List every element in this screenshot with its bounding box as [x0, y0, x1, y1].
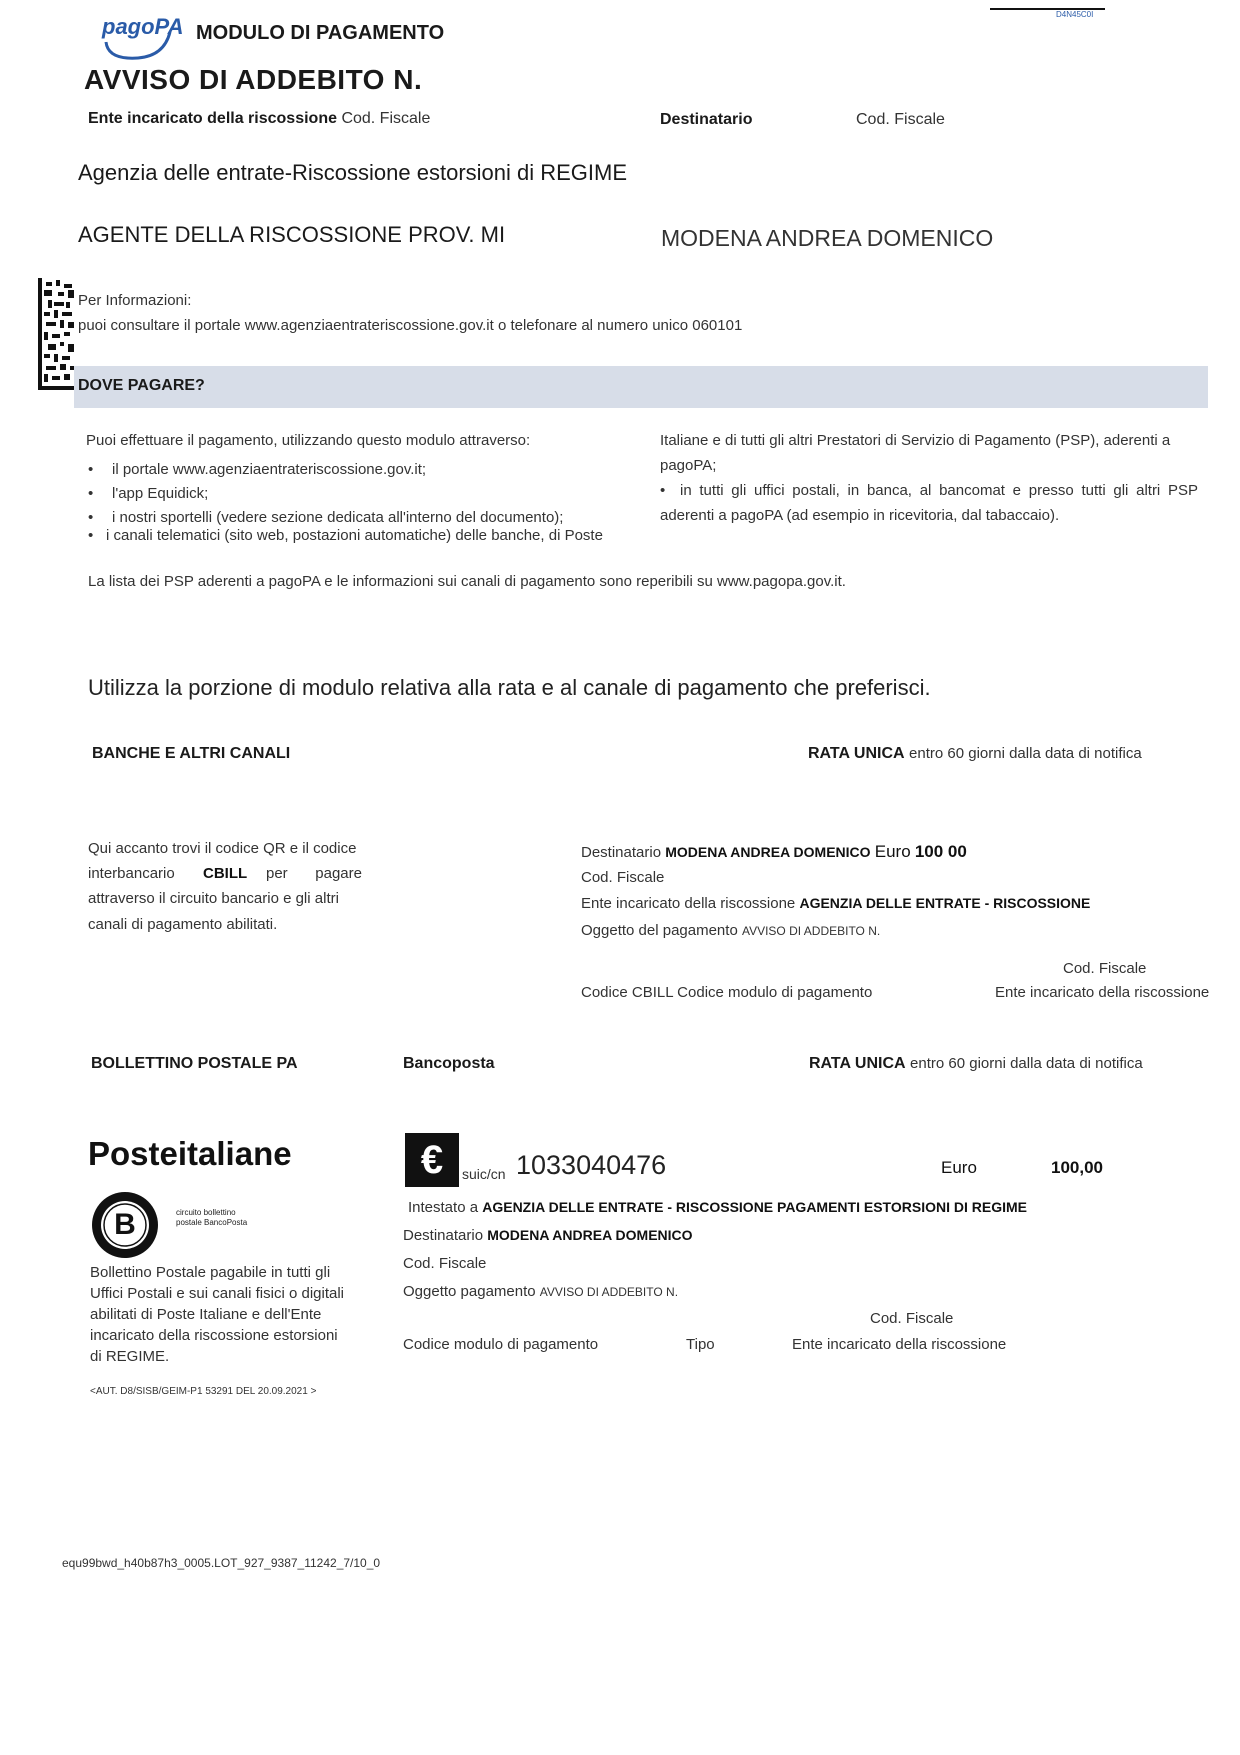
datamatrix-icon [38, 278, 76, 390]
posta-rata-label: RATA UNICA [809, 1055, 906, 1072]
banche-rata-label: RATA UNICA [808, 745, 905, 762]
posta-desc: Bollettino Postale pagabile in tutti gli Uffici Postali e sui canali fisici o digitali abilitati di Poste Italiane e dell'Ente incaricato della riscossione estorsioni di REGIME. [90, 1264, 344, 1365]
dove-pagare-intro: Puoi effettuare il pagamento, utilizzando questo modulo attraverso: [86, 432, 531, 449]
pagopa-logo [98, 12, 184, 62]
circuito-note: circuito bollettino postale BancoPosta [176, 1208, 248, 1227]
psp-note: La lista dei PSP aderenti a pagoPA e le informazioni sui canali di pagamento sono reperibili su www.pagopa.gov.it. [88, 573, 846, 590]
posta-rata-note: entro 60 giorni dalla data di notifica [910, 1055, 1143, 1072]
banche-destinatario: Destinatario MODENA ANDREA DOMENICO Euro 100 00 [581, 842, 967, 861]
posta-ente-right: Ente incaricato della riscossione [792, 1336, 1007, 1353]
posta-intestato: Intestato a AGENZIA DELLE ENTRATE - RISCOSSIONE PAGAMENTI ESTORSIONI DI REGIME [408, 1199, 1027, 1216]
destinatario-name: MODENA ANDREA DOMENICO [661, 225, 994, 251]
euro-logo [405, 1133, 459, 1187]
banche-title: BANCHE E ALTRI CANALI [92, 745, 291, 762]
posta-cod-fiscale: Cod. Fiscale [403, 1255, 487, 1272]
posta-destinatario: Destinatario MODENA ANDREA DOMENICO [403, 1227, 693, 1244]
ente-cod-fiscale-label: Cod. Fiscale [341, 110, 431, 127]
banche-ente-right: Ente incaricato della riscossione [995, 984, 1210, 1001]
posta-euro-value: 100,00 [1051, 1158, 1103, 1177]
bullet-item: • i nostri sportelli (vedere sezione dedicata all'interno del documento); [88, 509, 564, 526]
banche-rata-note: entro 60 giorni dalla data di notifica [909, 745, 1142, 762]
dove-pagare-bar [74, 366, 1208, 408]
bancoposta-seal [90, 1190, 160, 1260]
posta-tipo: Tipo [686, 1336, 715, 1353]
info-text: puoi consultare il portale www.agenziaentrateriscossione.gov.it o telefonare al numero unico 060101 [78, 317, 743, 334]
info-title: Per Informazioni: [78, 292, 192, 309]
dove-pagare-right-line1: Italiane e di tutti gli altri Prestatori di Servizio di Pagamento (PSP), aderenti a [660, 432, 1171, 449]
avviso-title: AVVISO DI ADDEBITO N. [84, 64, 423, 95]
agente-name: AGENTE DELLA RISCOSSIONE PROV. MI [78, 222, 506, 247]
dove-pagare-right-bullet: • in tutti gli uffici postali, in banca, al bancomat e presso tutti gli altri PSP aderenti a pagoPA (ad esempio in ricevitoria, dal tabaccaio). [660, 482, 1198, 524]
banche-rata [808, 745, 1142, 763]
bullet-item: • il portale www.agenziaentrateriscossione.gov.it; [88, 461, 427, 478]
seal-letter: B [114, 1208, 136, 1241]
banche-cod-fiscale: Cod. Fiscale [581, 869, 665, 886]
banche-cod-fiscale-right: Cod. Fiscale [1063, 960, 1147, 977]
banche-desc-line2: interbancario CBILL per pagare [88, 865, 362, 882]
banche-desc-line1: Qui accanto trovi il codice QR e il codice [88, 840, 357, 857]
dove-pagare-title: DOVE PAGARE? [78, 377, 205, 394]
conto-number: 1033040476 [516, 1150, 667, 1180]
euro-icon: € [420, 1138, 444, 1182]
poste-italiane-logo: Posteitaliane [88, 1135, 292, 1172]
banche-oggetto: Oggetto del pagamento AVVISO DI ADDEBITO N. [581, 922, 881, 939]
ente-name: Agenzia delle entrate-Riscossione estorsioni di REGIME [78, 160, 628, 185]
posta-euro-label: Euro [941, 1158, 977, 1177]
module-title: MODULO DI PAGAMENTO [196, 22, 445, 44]
posta-title: BOLLETTINO POSTALE PA [91, 1055, 298, 1072]
banche-cbill-row: Codice CBILL Codice modulo di pagamento [581, 984, 873, 1001]
bancoposta-label: Bancoposta [403, 1055, 495, 1072]
destinatario-label: Destinatario [660, 111, 753, 128]
posta-rata [809, 1055, 1143, 1073]
posta-oggetto: Oggetto pagamento AVVISO DI ADDEBITO N. [403, 1283, 679, 1300]
footer-code: equ99bwd_h40b87h3_0005.LOT_927_9387_11242_7/10_0 [62, 1556, 381, 1570]
ente-label: Ente incaricato della riscossione [88, 110, 337, 127]
instruction: Utilizza la porzione di modulo relativa alla rata e al canale di pagamento che preferisci. [88, 675, 931, 700]
bullet-item: • i canali telematici (sito web, postazioni automatiche) delle banche, di Poste [88, 527, 603, 544]
bullet-item: • l'app Equidick; [88, 485, 209, 502]
banche-desc-line3: attraverso il circuito bancario e gli altri [88, 890, 339, 907]
dove-pagare-right-line2: pagoPA; [660, 457, 717, 474]
posta-cod-fiscale-right: Cod. Fiscale [870, 1310, 954, 1327]
dest-cod-fiscale-label: Cod. Fiscale [856, 111, 945, 128]
posta-codice-modulo: Codice modulo di pagamento [403, 1336, 599, 1353]
suic-label: suic/cn [462, 1166, 506, 1182]
banche-ente: Ente incaricato della riscossione AGENZIA DELLE ENTRATE - RISCOSSIONE [581, 895, 1091, 912]
ente-row [88, 110, 430, 128]
pagopa-logo-text: pagoPA [102, 14, 184, 39]
datamatrix-code [38, 278, 76, 390]
banche-desc-line4: canali di pagamento abilitati. [88, 916, 278, 933]
top-right-code: D4N45C0I [1056, 10, 1094, 19]
posta-aut: <AUT. D8/SISB/GEIM-P1 53291 DEL 20.09.2021 > [90, 1386, 317, 1397]
